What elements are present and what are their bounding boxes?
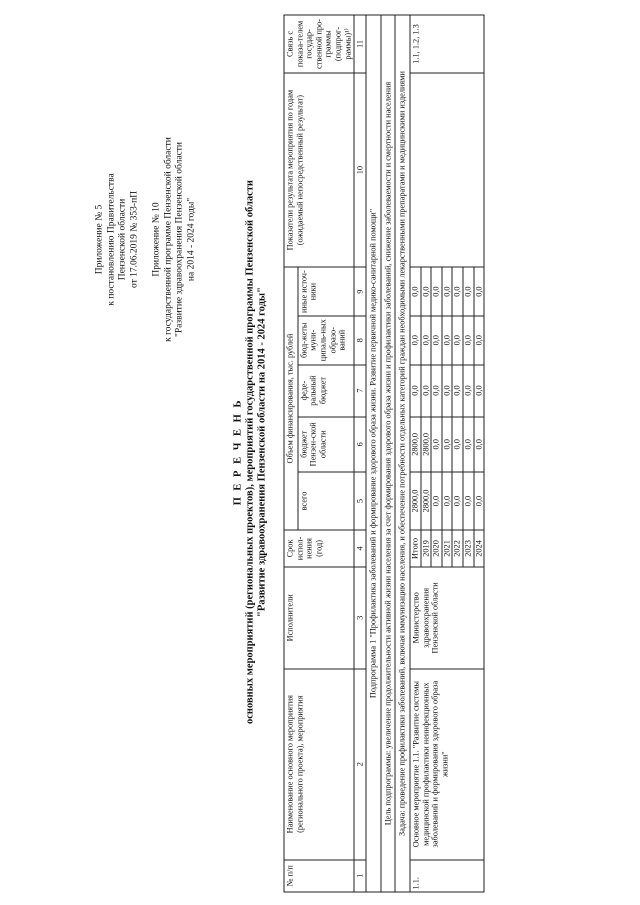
row-year: 2022 [452, 530, 463, 567]
row-regional: 0,0 [463, 417, 474, 473]
row-municipal: 0,0 [463, 316, 474, 365]
row-municipal: 0,0 [442, 316, 453, 365]
row-total: 2800,0 [421, 472, 432, 530]
row-year: Итого [410, 530, 421, 567]
row-total: 0,0 [463, 472, 474, 530]
row-total: 0,0 [452, 472, 463, 530]
row-regional: 0,0 [452, 417, 463, 473]
column-number: 5 [354, 472, 366, 530]
row-total: 0,0 [442, 472, 453, 530]
document-title: П Е Р Е Ч Е Н Ь [232, 398, 244, 506]
row-municipal: 0,0 [421, 316, 432, 365]
row-municipal: 0,0 [474, 316, 485, 365]
document-subtitle-2: "Развитие здравоохранения Пензенской области на 2014 - 2024 годы" [256, 287, 268, 617]
row-other: 0,0 [463, 267, 474, 316]
row-other: 0,0 [452, 267, 463, 316]
row-year: 2024 [474, 530, 485, 567]
row-federal: 0,0 [474, 365, 485, 417]
subprogram-row [366, 15, 381, 892]
activities-table [284, 15, 485, 893]
column-number: 7 [354, 365, 366, 417]
row-federal: 0,0 [463, 365, 474, 417]
header-total: всего [298, 472, 354, 530]
document-heading [233, 0, 269, 905]
row-total: 2800,0 [410, 472, 421, 530]
row-federal: 0,0 [421, 365, 432, 417]
row-municipal: 0,0 [431, 316, 442, 365]
header-municipal: бюд-жеты муни-ципаль-ных образо-ваний [298, 316, 354, 365]
row-federal: 0,0 [410, 365, 421, 417]
column-number: 11 [354, 15, 366, 73]
table-header-row [284, 15, 298, 892]
row-federal: 0,0 [442, 365, 453, 417]
activity-num: 1.1. [410, 860, 484, 892]
header-volume: Объем финансирования, тыс. рублей [284, 267, 298, 530]
activity-results [410, 73, 484, 267]
appendix-line-2: к постановлению Правительства [106, 173, 116, 306]
row-other: 0,0 [421, 267, 432, 316]
goal-row [381, 15, 396, 892]
appendix-line-4: от 17.06.2019 № 353-пП [129, 190, 139, 289]
header-link: Связь с показа-телем государ-ственной про-граммы (подпрог-раммы)¹⁾ [284, 15, 354, 73]
appendix-line-6: к государственной программе Пензенской области [163, 137, 173, 342]
row-year: 2020 [431, 530, 442, 567]
subprogram-goal: Цель подпрограммы: увеличение продолжительности активной жизни населения за счет формирования здорового образа жизни и профилактики заболеваний, снижение заболеваемости и смертности населения [381, 15, 396, 892]
appendix-line-3: Пензенской области [117, 198, 128, 281]
row-other: 0,0 [410, 267, 421, 316]
column-number: 3 [354, 567, 366, 669]
activity-executor: Министерство здравоохранения Пензенской области [410, 567, 484, 669]
subprogram-task: Задача: проведение профилактики заболеваний, включая иммунизацию населения, и обеспечение потребности отдельных категорий граждан необходимыми лекарственными препаратами и медицинскими изделиями [395, 15, 410, 892]
row-other: 0,0 [474, 267, 485, 316]
appendix-gap [141, 90, 152, 390]
rotated-document-page [1, 0, 640, 905]
row-other: 0,0 [442, 267, 453, 316]
row-regional: 2800,0 [410, 417, 421, 473]
header-federal: феде-ральный бюджет [298, 365, 354, 417]
header-num: № п/п [284, 860, 354, 892]
appendix-header [95, 90, 198, 390]
row-federal: 0,0 [452, 365, 463, 417]
subprogram-title: Подпрограмма 1 "Профилактика заболеваний и формирование здорового образа жизни. Развитие первичной медико-санитарной помощи" [366, 15, 381, 892]
row-year: 2021 [442, 530, 453, 567]
column-number: 4 [354, 530, 366, 567]
row-total: 0,0 [431, 472, 442, 530]
row-federal: 0,0 [431, 365, 442, 417]
row-municipal: 0,0 [410, 316, 421, 365]
row-municipal: 0,0 [452, 316, 463, 365]
row-other: 0,0 [431, 267, 442, 316]
header-other: иные источ-ники [298, 267, 354, 316]
header-name: Наименование основного мероприятия (регионального проекта), мероприятия [284, 669, 354, 860]
row-year: 2019 [421, 530, 432, 567]
row-regional: 0,0 [431, 417, 442, 473]
row-total: 0,0 [474, 472, 485, 530]
header-executor: Исполнители [284, 567, 354, 669]
header-term: Срок испол-нения (год) [284, 530, 354, 567]
task-row [395, 15, 410, 892]
column-number: 6 [354, 417, 366, 473]
row-regional: 0,0 [442, 417, 453, 473]
column-number: 8 [354, 316, 366, 365]
column-number: 10 [354, 73, 366, 267]
activity-name: Основное мероприятие 1.1. "Развитие системы медицинской профилактики неинфекционных заболеваний и формирования здорового образа жизни" [410, 669, 484, 860]
appendix-line-5: Приложение № 10 [151, 202, 162, 277]
row-regional: 2800,0 [421, 417, 432, 473]
row-regional: 0,0 [474, 417, 485, 473]
column-number-row [354, 15, 366, 892]
activity-link: 1.1, 1.2, 1.3 [410, 15, 484, 73]
appendix-line-7: "Развитие здравоохранения Пензенской области [174, 141, 185, 338]
appendix-line-8: на 2014 - 2024 годы" [186, 197, 196, 282]
header-results: Показатели результата мероприятия по годам (ожидаемый непосредственный результат) [284, 73, 354, 267]
header-regional: бюджет Пензен-ской области [298, 417, 354, 473]
column-number: 2 [354, 669, 366, 860]
column-number: 1 [354, 860, 366, 892]
table-row [410, 15, 421, 892]
row-year: 2023 [463, 530, 474, 567]
document-subtitle-1: основных мероприятий (региональных проектов), мероприятий государственной программы Пензенской области [244, 180, 256, 724]
column-number: 9 [354, 267, 366, 316]
appendix-line-1: Приложение № 5 [94, 204, 105, 275]
